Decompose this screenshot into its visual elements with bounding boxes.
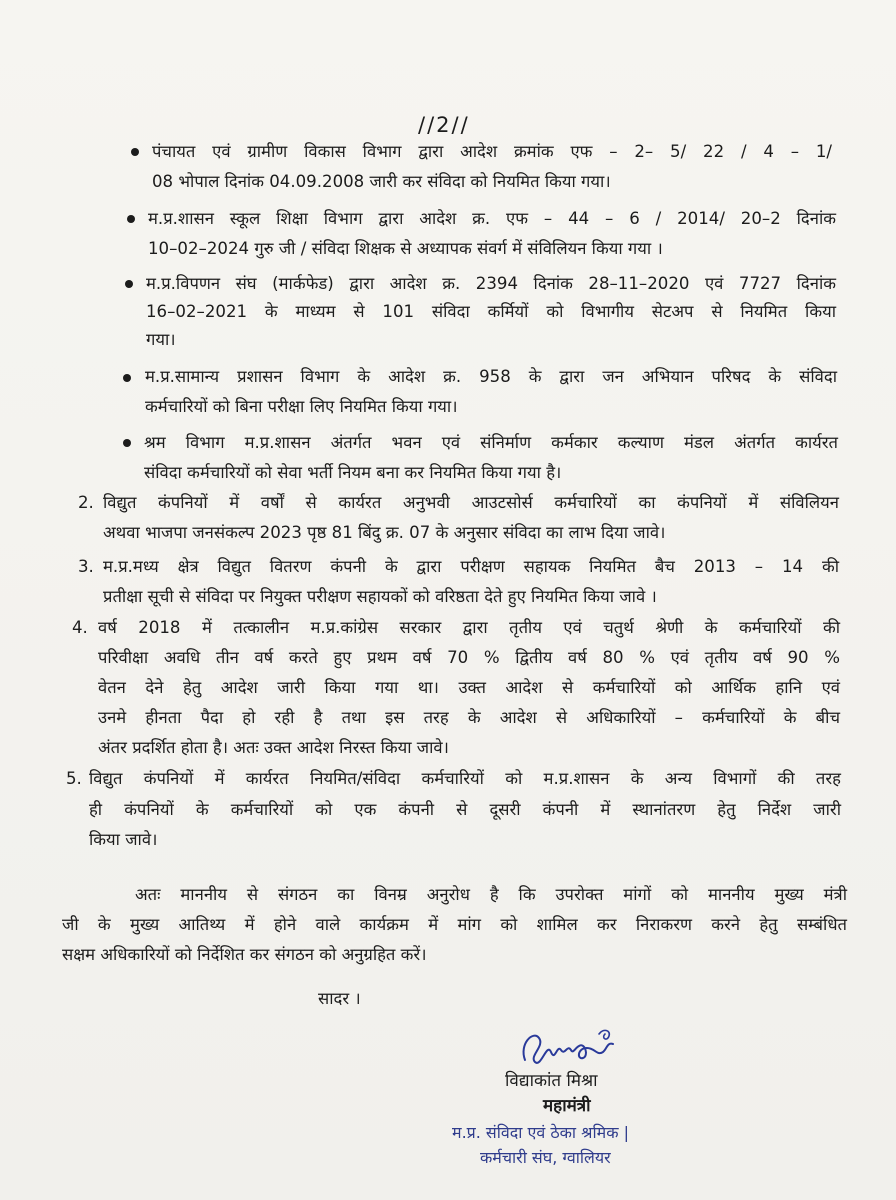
- point-5-line-3: किया जावे।: [89, 830, 158, 849]
- point-5-line-1: विद्युत कंपनियों में कार्यरत नियमित/संविदा कर्मचारियों को म.प्र.शासन के अन्य विभागों की तरह: [89, 769, 841, 788]
- bullet-dot: [123, 374, 131, 382]
- bullet-1-line-2: 08 भोपाल दिनांक 04.09.2008 जारी कर संविदा को नियमित किया गया।: [152, 172, 611, 191]
- signatory-title: महामंत्री: [543, 1096, 591, 1116]
- point-3-line-1: म.प्र.मध्य क्षेत्र विद्युत वितरण कंपनी के द्वारा परीक्षण सहायक नियमित बैच 2013 – 14 की: [103, 557, 839, 576]
- closing-line-1: अतः माननीय से संगठन का विनम्र अनुरोध है कि उपरोक्त मांगों को माननीय मुख्य मंत्री: [135, 885, 847, 904]
- point-2-line-2: अथवा भाजपा जनसंकल्प 2023 पृष्ठ 81 बिंदु क्र. 07 के अनुसार संविदा का लाभ दिया जावे।: [103, 523, 666, 542]
- closing-line-2: जी के मुख्य आतिथ्य में होने वाले कार्यक्रम में मांग को शामिल कर निराकरण करने हेतु सम्बंधित: [62, 915, 847, 934]
- stamp-line-2: कर्मचारी संघ, ग्वालियर: [480, 1148, 611, 1167]
- point-number: 4.: [72, 618, 88, 637]
- point-4-line-2: परिवीक्षा अवधि तीन वर्ष करते हुए प्रथम वर्ष 70 % द्वितीय वर्ष 80 % एवं तृतीय वर्ष 90 %: [98, 648, 840, 667]
- point-2-line-1: विद्युत कंपनियों में वर्षों से कार्यरत अनुभवी आउटसोर्स कर्मचारियों का कंपनियों में संविलियन: [103, 493, 839, 512]
- stamp-line-1: म.प्र. संविदा एवं ठेका श्रमिक |: [452, 1123, 629, 1142]
- page-number: //2//: [418, 113, 470, 137]
- bullet-5-line-1: श्रम विभाग म.प्र.शासन अंतर्गत भवन एवं संनिर्माण कर्मकार कल्याण मंडल अंतर्गत कार्यरत: [144, 433, 838, 452]
- signature: [515, 1022, 625, 1072]
- bullet-1-line-1: पंचायत एवं ग्रामीण विकास विभाग द्वारा आदेश क्रमांक एफ – 2– 5/ 22 / 4 – 1/: [152, 142, 832, 161]
- point-4-line-4: उनमे हीनता पैदा हो रही है तथा इस तरह के आदेश से अधिकारियों – कर्मचारियों के बीच: [98, 708, 840, 727]
- bullet-2-line-1: म.प्र.शासन स्कूल शिक्षा विभाग द्वारा आदेश क्र. एफ – 44 – 6 / 2014/ 20–2 दिनांक: [148, 209, 836, 228]
- signatory-name: विद्याकांत मिश्रा: [505, 1071, 598, 1091]
- point-5-line-2: ही कंपनियों के कर्मचारियों को एक कंपनी से दूसरी कंपनी में स्थानांतरण हेतु निर्देश जारी: [89, 800, 841, 819]
- bullet-dot: [131, 148, 139, 156]
- bullet-4-line-1: म.प्र.सामान्य प्रशासन विभाग के आदेश क्र. 958 के द्वारा जन अभियान परिषद के संविदा: [145, 367, 837, 386]
- bullet-dot: [125, 280, 133, 288]
- point-4-line-3: वेतन देने हेतु आदेश जारी किया गया था। उक्त आदेश से कर्मचारियों को आर्थिक हानि एवं: [98, 678, 840, 697]
- bullet-3-line-1: म.प्र.विपणन संघ (मार्कफेड) द्वारा आदेश क्र. 2394 दिनांक 28–11–2020 एवं 7727 दिनांक: [146, 274, 836, 293]
- bullet-5-line-2: संविदा कर्मचारियों को सेवा भर्ती नियम बना कर नियमित किया गया है।: [144, 463, 562, 482]
- point-4-line-1: वर्ष 2018 में तत्कालीन म.प्र.कांग्रेस सरकार द्वारा तृतीय एवं चतुर्थ श्रेणी के कर्मचारियों की: [98, 618, 840, 637]
- closing-line-3: सक्षम अधिकारियों को निर्देशित कर संगठन को अनुग्रहित करें।: [62, 945, 427, 964]
- bullet-3-line-3: गया।: [146, 330, 176, 349]
- bullet-2-line-2: 10–02–2024 गुरु जी / संविदा शिक्षक से अध्यापक संवर्ग में संविलियन किया गया ।: [148, 239, 663, 258]
- salutation: सादर ।: [318, 989, 361, 1008]
- point-number: 2.: [78, 493, 94, 512]
- bullet-4-line-2: कर्मचारियों को बिना परीक्षा लिए नियमित किया गया।: [145, 397, 458, 416]
- bullet-dot: [123, 439, 131, 447]
- point-4-line-5: अंतर प्रदर्शित होता है। अतः उक्त आदेश निरस्त किया जावे।: [98, 738, 449, 757]
- point-3-line-2: प्रतीक्षा सूची से संविदा पर नियुक्त परीक्षण सहायकों को वरिष्ठता देते हुए नियमित किया जावे ।: [103, 587, 657, 606]
- point-number: 3.: [78, 557, 94, 576]
- bullet-3-line-2: 16–02–2021 के माध्यम से 101 संविदा कर्मियों को विभागीय सेटअप से नियमित किया: [146, 302, 836, 321]
- point-number: 5.: [66, 769, 82, 788]
- bullet-dot: [127, 215, 135, 223]
